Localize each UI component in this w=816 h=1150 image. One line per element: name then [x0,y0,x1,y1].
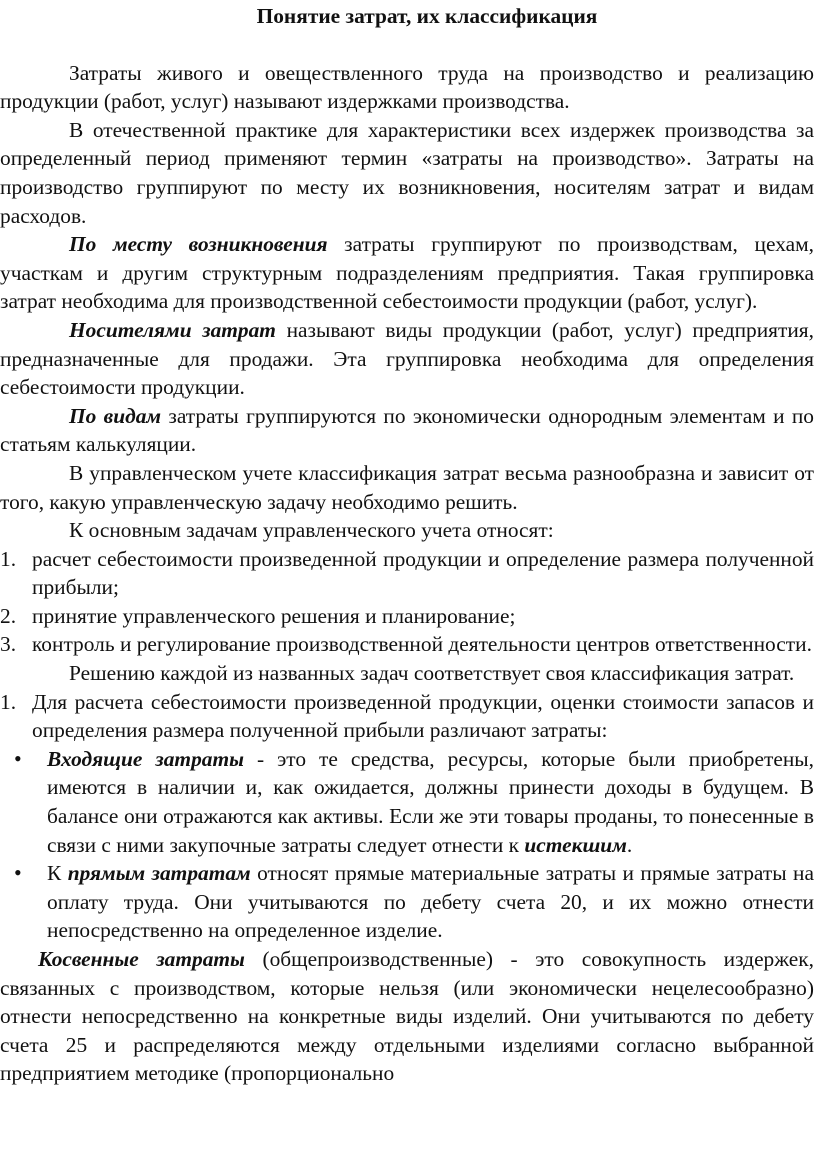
list-item [0,630,814,659]
list-item-text: Для расчета себестоимости произведенной продукции, оценки стоимости запасов и определения размера полученной прибыли различают затраты: [32,689,814,743]
term-by-place: По месту возникновения [69,232,328,257]
paragraph-cost-carriers-text: называют виды продукции (работ, услуг) предприятия, предназначенные для продажи. Эта группировка необходима для определения себестоимости продукции. [0,317,814,400]
classification-list [0,688,814,745]
paragraph-by-type-text: затраты группируются по экономически однородным элементам и по статьям калькуляции. [0,403,814,457]
paragraph-by-place-text: затраты группируют по производствам, цехам, участкам и другим структурным подразделениям предприятия. Такая группировка затрат необходима для производственной себестоимости продукции (работ, услуг). [0,232,814,314]
term-by-type: По видам [69,403,162,428]
bullet-icon: • [14,745,22,771]
term-direct-costs: прямым затратам [67,861,251,886]
term-incoming-costs: Входящие затраты [47,746,244,771]
list-item [0,545,814,602]
paragraph-by-type [0,402,814,459]
list-item [0,602,814,631]
bullet-list [0,745,814,945]
page-title: Понятие затрат, их классификация [256,4,598,28]
list-item [0,688,814,745]
paragraph-classification: Решению каждой из названных задач соответствует своя классификация затрат. [69,661,795,686]
list-item-number: 2. [0,603,17,628]
paragraph-production-costs: Затраты живого и овеществленного труда на производство и реализацию продукции (работ, услуг) называют издержками производства. [0,60,814,114]
bullet-text: относят прямые материальные затраты и прямые затраты на оплату труда. Они учитываются по дебету счета 20, и их можно отнести непосредственно на определенное изделие. [47,861,814,943]
bullet-text: - это те средства, ресурсы, которые были приобретены, имеются в наличии и, как ожидается, должны принести доходы в будущем. В балансе они отражаются как активы. Если же эти товары проданы, то понесенные в связи с ними закупочные затраты следует отнести к [47,746,814,857]
paragraph-main-tasks: К основным задачам управленческого учета относят: [69,518,554,543]
term-expired: истекшим [524,832,627,857]
bullet-item-direct-costs [0,859,814,945]
paragraph-indirect-costs [0,945,814,1088]
paragraph-management-accounting: В управленческом учете классификация затрат весьма разнообразна и зависит от того, какую управленческую задачу необходимо решить. [0,460,814,514]
list-item-number: 3. [0,632,17,657]
paragraph-domestic-practice: В отечественной практике для характеристики всех издержек производства за определенный период применяют термин «затраты на производство». Затраты на производство группируют по месту их возникновения, носителям затрат и видам расходов. [0,117,814,228]
paragraph-cost-carriers [0,316,814,402]
bullet-text-end: . [626,832,633,857]
list-item-text: расчет себестоимости произведенной продукции и определение размера полученной прибыли; [32,546,814,600]
bullet-icon: • [14,860,22,886]
list-item-number: 1. [0,689,17,714]
paragraph-by-place [0,230,814,316]
term-cost-carriers: Носителями затрат [69,317,276,342]
list-item-text: контроль и регулирование производственной деятельности центров ответственности. [32,632,812,657]
bullet-prefix: К [47,861,68,886]
bullet-item-incoming-costs [0,745,814,859]
task-list [0,545,814,659]
list-item-text: принятие управленческого решения и планирование; [32,603,516,628]
paragraph-indirect-costs-text: (общепроизводственные) - это совокупность издержек, связанных с производством, которые нельзя (или экономически нецелесообразно) отнести непосредственно на конкретные виды изделий. Они учитываются по дебету счета 25 и распределяются между отдельными изделиями согласно выбранной предприятием методике (пропорционально [0,947,814,1086]
term-indirect-costs: Косвенные затраты [38,947,245,971]
list-item-number: 1. [0,546,17,571]
